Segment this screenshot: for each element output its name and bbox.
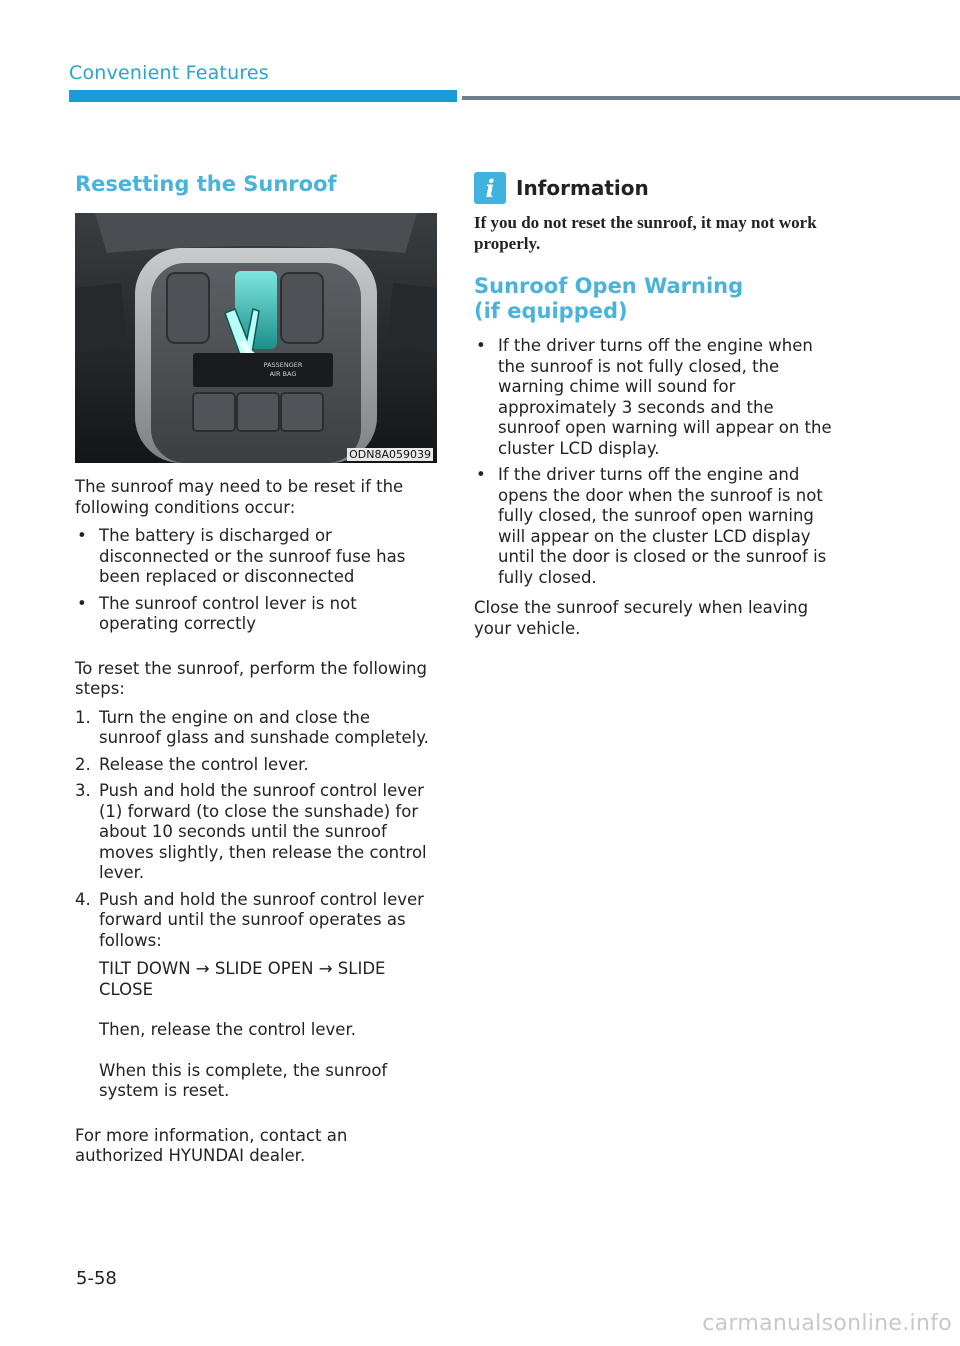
warning-item: • If the driver turns off the engine when the sunroof is not fully closed, the warning chime will sound for approximately 3 seconds and the sunroof open warning will appear on the cluster LCD display. [474, 336, 834, 459]
figure-panel-text-line2: AIR BAG [269, 370, 297, 379]
page-number: 5-58 [76, 1268, 117, 1289]
information-icon: i [474, 172, 506, 204]
warnings-list [474, 336, 834, 588]
figure-code: ODN8A059039 [349, 448, 431, 462]
watermark: carmanualsonline.info [702, 1311, 952, 1336]
intro-paragraph: The sunroof may need to be reset if the following conditions occur: [75, 477, 404, 517]
warning-title-line1: Sunroof Open Warning [474, 274, 744, 298]
warning-title-line2: (if equipped) [474, 299, 628, 323]
section-header: Convenient Features [69, 62, 269, 84]
step-number: 2. [75, 754, 91, 774]
header-bar-accent [69, 90, 457, 102]
steps-intro: To reset the sunroof, perform the following steps: [75, 658, 428, 699]
information-text: If you do not reset the sunroof, it may not work properly. [474, 213, 817, 253]
step-item [75, 755, 437, 776]
section-title-open-warning [474, 274, 834, 324]
step-text: Push and hold the sunroof control lever forward until the sunroof operates as follows: [99, 889, 424, 950]
right-closing-paragraph: Close the sunroof securely when leaving your vehicle. [474, 598, 809, 638]
step-text: Release the control lever. [99, 754, 309, 774]
step-item [75, 781, 437, 884]
step-item [75, 890, 437, 1102]
step-number: 4. [75, 889, 91, 909]
steps-list [75, 708, 437, 1102]
overhead-console-illustration [75, 213, 437, 463]
figure-panel-text-line1: PASSENGER [263, 361, 303, 370]
warning-item: • If the driver turns off the engine and opens the door when the sunroof is not fully closed, the sunroof open warning will appear on the cluster LCD display until the door is closed or the sunroof is fully closed. [474, 465, 834, 588]
step-item [75, 708, 437, 749]
sunroof-control-figure [75, 213, 437, 463]
left-column [75, 172, 437, 1175]
condition-item: • The battery is discharged or disconnected or the sunroof fuse has been replaced or disconnected [75, 526, 437, 588]
information-title: Information [516, 176, 649, 200]
closing-paragraph: For more information, contact an authorized HYUNDAI dealer. [75, 1125, 348, 1166]
header-bar-rule [462, 96, 960, 100]
condition-item: • The sunroof control lever is not operating correctly [75, 594, 437, 635]
step4-complete: When this is complete, the sunroof system is reset. [99, 1060, 388, 1101]
conditions-list [75, 526, 437, 635]
step-text: Turn the engine on and close the sunroof glass and sunshade completely. [99, 707, 429, 748]
step-text: Push and hold the sunroof control lever (1) forward (to close the sunshade) for about 10 seconds until the sunroof moves slightly, then release the control lever. [99, 781, 427, 883]
information-header [474, 172, 834, 204]
right-column [474, 172, 834, 647]
section-title-resetting: Resetting the Sunroof [75, 172, 337, 196]
step-number: 1. [75, 707, 91, 727]
step-number: 3. [75, 781, 91, 801]
step4-sequence: TILT DOWN → SLIDE OPEN → SLIDE CLOSE [99, 959, 386, 999]
step4-release: Then, release the control lever. [99, 1020, 356, 1040]
